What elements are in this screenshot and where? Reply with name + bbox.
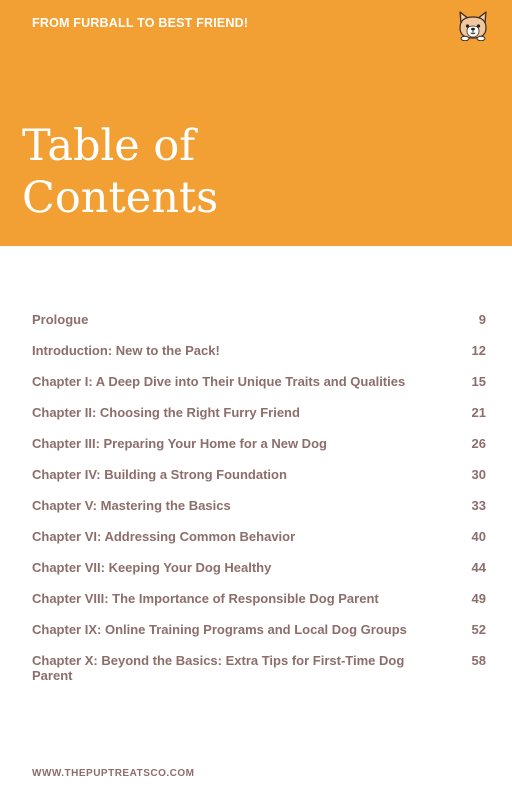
toc-entry-page: 21 (471, 405, 486, 420)
toc-entry (32, 498, 486, 529)
toc-entry (32, 622, 486, 653)
toc-entry-page: 26 (471, 436, 486, 451)
toc-entry-title: Prologue (32, 312, 89, 327)
toc-entry-title: Chapter III: Preparing Your Home for a New Dog (32, 436, 327, 451)
toc-entry (32, 591, 486, 622)
toc-entry-page: 52 (471, 622, 486, 637)
toc-entry-page: 30 (471, 467, 486, 482)
toc-entry (32, 312, 486, 343)
toc-entry-page: 49 (471, 591, 486, 606)
toc-entry-page: 40 (471, 529, 486, 544)
toc-entry-title: Chapter V: Mastering the Basics (32, 498, 231, 513)
toc-entry (32, 467, 486, 498)
toc-entry-title: Chapter I: A Deep Dive into Their Unique Traits and Qualities (32, 374, 406, 389)
toc-entry-title: Chapter IV: Building a Strong Foundation (32, 467, 287, 482)
page-title (22, 120, 322, 224)
toc-entry-title: Chapter VI: Addressing Common Behavior (32, 529, 296, 544)
toc-entry-title: Introduction: New to the Pack! (32, 343, 220, 358)
toc-entry-page: 58 (471, 653, 486, 668)
toc-entry (32, 560, 486, 591)
table-of-contents (32, 312, 486, 693)
footer-website: WWW.THEPUPTREATSCO.COM (32, 768, 195, 779)
toc-entry-title: Chapter IX: Online Training Programs and Local Dog Groups (32, 622, 407, 637)
tagline: FROM FURBALL TO BEST FRIEND! (32, 16, 249, 30)
title-line-1: Table of (22, 121, 196, 171)
dog-face-icon (455, 11, 491, 41)
toc-entry (32, 529, 486, 560)
toc-entry-page: 12 (471, 343, 486, 358)
toc-entry-title: Chapter VII: Keeping Your Dog Healthy (32, 560, 272, 575)
toc-entry (32, 436, 486, 467)
toc-entry-page: 15 (471, 374, 486, 389)
toc-entry-title: Chapter VIII: The Importance of Responsible Dog Parent (32, 591, 379, 606)
toc-entry (32, 653, 486, 693)
toc-entry-title: Chapter II: Choosing the Right Furry Friend (32, 405, 300, 420)
toc-entry-page: 33 (471, 498, 486, 513)
toc-entry-page: 9 (478, 312, 486, 327)
toc-entry (32, 405, 486, 436)
header-banner (0, 0, 512, 246)
title-line-2: Contents (22, 173, 219, 223)
toc-entry (32, 374, 486, 405)
toc-entry (32, 343, 486, 374)
toc-entry-page: 44 (471, 560, 486, 575)
toc-entry-title: Chapter X: Beyond the Basics: Extra Tips for First-Time Dog Parent (32, 653, 405, 683)
